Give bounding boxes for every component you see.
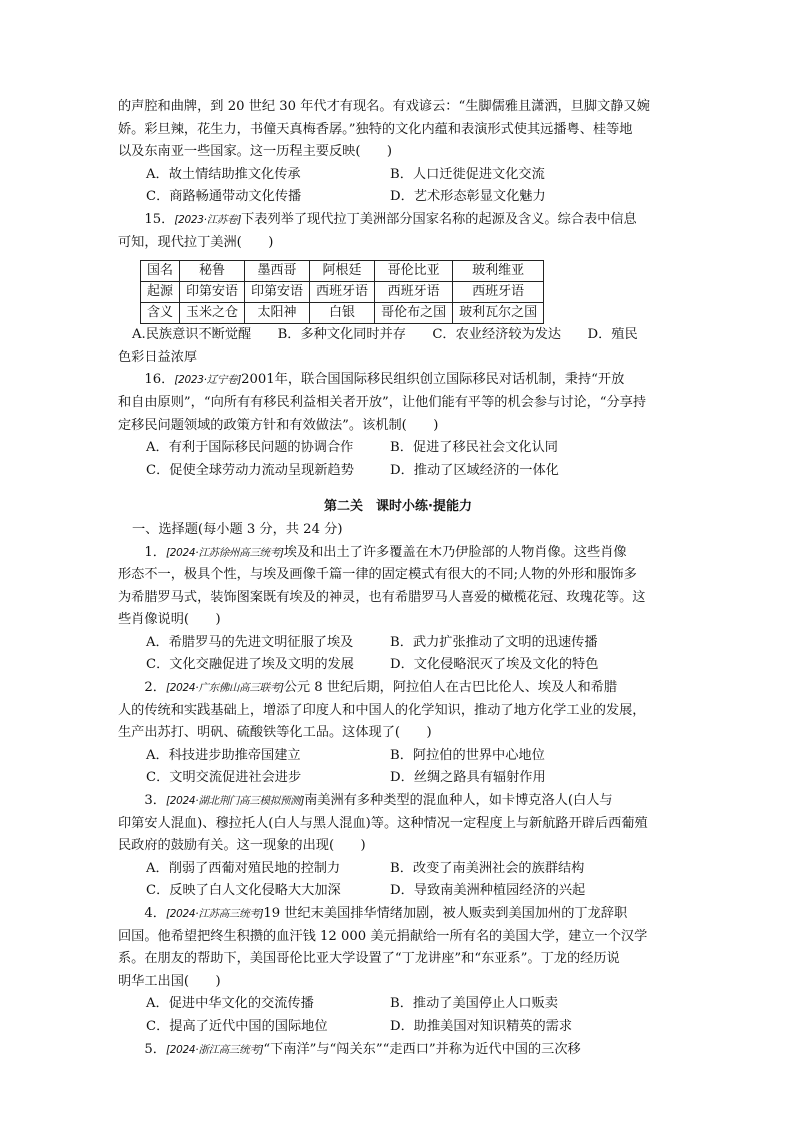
question-number: 4． (144, 906, 166, 921)
question-text: 可知，现代拉丁美洲( ) (118, 234, 274, 250)
question-text: 系。在朋友的帮助下，美国哥伦比亚大学设置了“丁龙讲座”和“东亚系”。丁龙的经历说 (118, 951, 620, 967)
option-d[interactable]: D．艺术形态彰显文化魅力 (390, 189, 546, 205)
question-source: [2024·广东佛山高三联考] (165, 682, 284, 695)
intro-line: 的声腔和曲牌，到 20 世纪 30 年代才有现名。有戏谚云：“生脚儒雅且潇洒，旦脚文静又婉 (118, 99, 650, 114)
option-d[interactable]: D．助推美国对知识精英的需求 (390, 1018, 573, 1034)
table-cell: 西班牙语 (375, 282, 453, 303)
question-15 (118, 209, 678, 232)
option-row (118, 858, 678, 881)
question-1 (118, 542, 678, 565)
section-subtitle: 一、选择题(每小题 3 分，共 24 分) (132, 521, 343, 537)
question-text: 公元 8 世纪后期，阿拉伯人在古巴比伦人、埃及人和希腊 (283, 680, 618, 696)
question-number: 16． (144, 372, 175, 388)
table-cell: 白银 (310, 303, 375, 324)
table-cell: 印第安语 (180, 282, 245, 303)
question-text: 下表列举了现代拉丁美洲部分国家名称的起源及含义。综合表中信息 (241, 211, 637, 227)
question-text: 2001年，联合国国际移民组织创立国际移民对话机制，秉持“开放 (241, 372, 625, 388)
option-a[interactable]: A．希腊罗马的先进文明征服了埃及 (146, 634, 354, 650)
option-c[interactable]: C．文明交流促进社会进步 (146, 770, 302, 786)
option-c[interactable]: C．提高了近代中国的国际地位 (146, 1018, 328, 1034)
question-text: 19 世纪末美国排华情绪加剧，被人贩卖到美国加州的丁龙辞职 (263, 906, 628, 921)
option-c[interactable]: C．反映了白人文化侵略大大加深 (146, 883, 341, 899)
option-row (118, 164, 678, 187)
question-text: 人的传统和实践基础上，增添了印度人和中国人的化学知识，推动了地方化学工业的发展， (118, 702, 646, 718)
option-b[interactable]: B．推动了美国停止人口贩卖 (390, 996, 558, 1012)
question-text: 定移民问题领域的政策方针和有效做法”。该机制( ) (118, 417, 439, 433)
option-row (118, 993, 678, 1016)
option-a[interactable]: A．故土情结助推文化传承 (146, 166, 301, 182)
question-source: [2023·辽宁卷] (174, 374, 242, 387)
option-d[interactable]: D．文化侵略泯灭了埃及文化的特色 (390, 657, 599, 673)
country-name-table (140, 260, 544, 324)
question-source: [2024·江苏高三统考] (165, 908, 264, 920)
option-row[interactable]: 色彩日益浓厚 (118, 349, 198, 365)
section-title: 第二关 课时小练·提能力 (324, 499, 472, 515)
question-text: 南美洲有多种类型的混血种人，如卡博克洛人(白人与 (304, 793, 613, 809)
option-b[interactable]: B．武力扩张推动了文明的迅速传播 (390, 634, 598, 650)
table-cell: 哥伦比亚 (375, 261, 453, 282)
option-a[interactable]: A．促进中华文化的交流传播 (146, 996, 314, 1012)
table-cell: 印第安语 (245, 282, 310, 303)
table-row (141, 282, 544, 303)
question-text: 形态不一，极具个性，与埃及画像千篇一律的固定模式有很大的不同;人物的外形和服饰多 (118, 567, 637, 583)
option-row (118, 437, 678, 460)
table-cell: 墨西哥 (245, 261, 310, 282)
table-cell: 玻利维亚 (453, 261, 544, 282)
question-source: [2023·江苏卷] (174, 213, 242, 226)
question-3 (118, 790, 678, 813)
question-text: 回国。他希望把终生积攒的血汗钱 12 000 美元捐献给一所有名的美国大学，建立一个汉学 (118, 928, 648, 944)
intro-line: 娇。彩旦辣，花生力，书僮天真梅香孱。”独特的文化内蕴和表演形式使其远播粤、桂等地 (118, 121, 633, 137)
question-4 (118, 903, 678, 926)
option-b[interactable]: B．人口迁徙促进文化交流 (390, 166, 545, 182)
table-row (141, 303, 544, 324)
question-text: “下南洋”与“闯关东”“走西口”并称为近代中国的三次移 (263, 1041, 581, 1057)
question-text: 和自由原则”，“向所有有移民利益相关者开放”，让他们能有平等的机会参与讨论，“分享持 (118, 394, 647, 410)
table-cell: 西班牙语 (453, 282, 544, 303)
table-cell: 阿根廷 (310, 261, 375, 282)
question-number: 5． (144, 1041, 166, 1057)
option-row (118, 767, 678, 790)
table-cell: 玻利瓦尔之国 (453, 303, 544, 324)
table-header-cell: 含义 (141, 303, 180, 324)
question-text: 民政府的鼓励有关。这一现象的出现( ) (118, 838, 366, 854)
question-source: [2024·湖北荆门高三模拟预测] (165, 795, 305, 808)
table-cell: 秘鲁 (180, 261, 245, 282)
option-row[interactable]: A.民族意识不断觉醒 B．多种文化同时并存 C．农业经济较为发达 D．殖民 (132, 327, 638, 343)
option-a[interactable]: A．削弱了西葡对殖民地的控制力 (146, 860, 341, 876)
table-header-cell: 起源 (141, 282, 180, 303)
option-c[interactable]: C．文化交融促进了埃及文明的发展 (146, 657, 354, 673)
option-d[interactable]: D．丝绸之路具有辐射作用 (390, 770, 546, 786)
question-source: [2024·浙江高三统考] (165, 1043, 264, 1056)
question-number: 1． (144, 544, 166, 560)
question-text: 埃及和出土了许多覆盖在木乃伊脸部的人物肖像。这些肖像 (283, 544, 627, 560)
option-d[interactable]: D．推动了区域经济的一体化 (390, 462, 559, 478)
question-2 (118, 677, 678, 700)
option-row (118, 632, 678, 655)
question-5 (118, 1039, 678, 1062)
question-text: 生产出苏打、明矾、硫酸铁等化工品。这体现了( ) (118, 725, 432, 741)
table-row (141, 261, 544, 282)
table-header-cell: 国名 (141, 261, 180, 282)
option-a[interactable]: A．科技进步助推帝国建立 (146, 747, 301, 763)
option-c[interactable]: C．商路畅通带动文化传播 (146, 189, 302, 205)
option-row (118, 1016, 678, 1039)
table-cell: 太阳神 (245, 303, 310, 324)
table-cell: 哥伦布之国 (375, 303, 453, 324)
question-number: 2． (144, 680, 166, 696)
option-b[interactable]: B．改变了南美洲社会的族群结构 (390, 860, 585, 876)
table-cell: 西班牙语 (310, 282, 375, 303)
table-cell: 玉米之仓 (180, 303, 245, 324)
question-16 (118, 369, 678, 392)
option-row (118, 654, 678, 677)
question-text: 明华工出国( ) (118, 973, 221, 989)
option-b[interactable]: B．促进了移民社会文化认同 (390, 440, 558, 456)
intro-line: 以及东南亚一些国家。这一历程主要反映( ) (118, 144, 393, 160)
option-row (118, 745, 678, 768)
question-text: 为希腊罗马式，装饰图案既有埃及的神灵，也有希腊罗马人喜爱的橄榄花冠、玫瑰花等。这 (118, 589, 646, 605)
document-page (118, 96, 678, 1061)
option-d[interactable]: D．导致南美洲种植园经济的兴起 (390, 883, 586, 899)
option-row (118, 880, 678, 903)
option-c[interactable]: C．促使全球劳动力流动呈现新趋势 (146, 462, 354, 478)
question-text: 些肖像说明( ) (118, 612, 221, 628)
question-number: 15． (144, 211, 175, 227)
option-b[interactable]: B．阿拉伯的世界中心地位 (390, 747, 545, 763)
question-source: [2024·江苏徐州高三统考] (165, 546, 284, 559)
question-number: 3． (144, 793, 166, 809)
option-a[interactable]: A．有利于国际移民问题的协调合作 (146, 440, 354, 456)
option-row (118, 460, 678, 483)
option-row (118, 186, 678, 209)
question-text: 印第安人混血)、穆拉托人(白人与黑人混血)等。这种情况一定程度上与新航路开辟后西葡殖 (118, 815, 648, 831)
